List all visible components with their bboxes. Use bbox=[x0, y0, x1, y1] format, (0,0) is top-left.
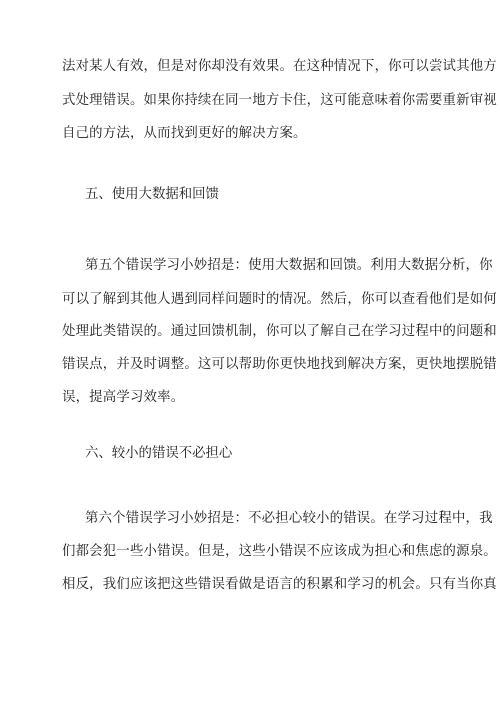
paragraph-line: 自己的方法，从而找到更好的解决方案。 bbox=[62, 126, 307, 141]
section-heading-5: 五、使用大数据和回馈 bbox=[85, 187, 219, 202]
paragraph-line: 第六个错误学习小妙招是：不必担心较小的错误。在学习过程中，我 bbox=[85, 511, 493, 526]
paragraph-line: 相反，我们应该把这些错误看做是语言的积累和学习的机会。只有当你真 bbox=[62, 577, 497, 592]
paragraph-line: 错误点，并及时调整。这可以帮助你更快地找到解决方案，更快地摆脱错 bbox=[62, 357, 497, 372]
paragraph-line: 误，提高学习效率。 bbox=[62, 390, 185, 405]
section-heading-6: 六、较小的错误不必担心 bbox=[85, 446, 233, 461]
paragraph-line: 们都会犯一些小错误。但是，这些小错误不应该成为担心和焦虑的源泉。 bbox=[62, 544, 497, 559]
paragraph-line: 处理此类错误的。通过回馈机制，你可以了解自己在学习过程中的问题和 bbox=[62, 324, 497, 339]
paragraph-line: 法对某人有效，但是对你却没有效果。在这种情况下，你可以尝试其他方 bbox=[62, 59, 497, 74]
paragraph-line: 第五个错误学习小妙招是：使用大数据和回馈。利用大数据分析，你 bbox=[85, 258, 493, 273]
paragraph-line: 式处理错误。如果你持续在同一地方卡住，这可能意味着你需要重新审视 bbox=[62, 93, 497, 108]
paragraph-line: 可以了解到其他人遇到同样问题时的情况。然后，你可以查看他们是如何 bbox=[62, 292, 497, 307]
